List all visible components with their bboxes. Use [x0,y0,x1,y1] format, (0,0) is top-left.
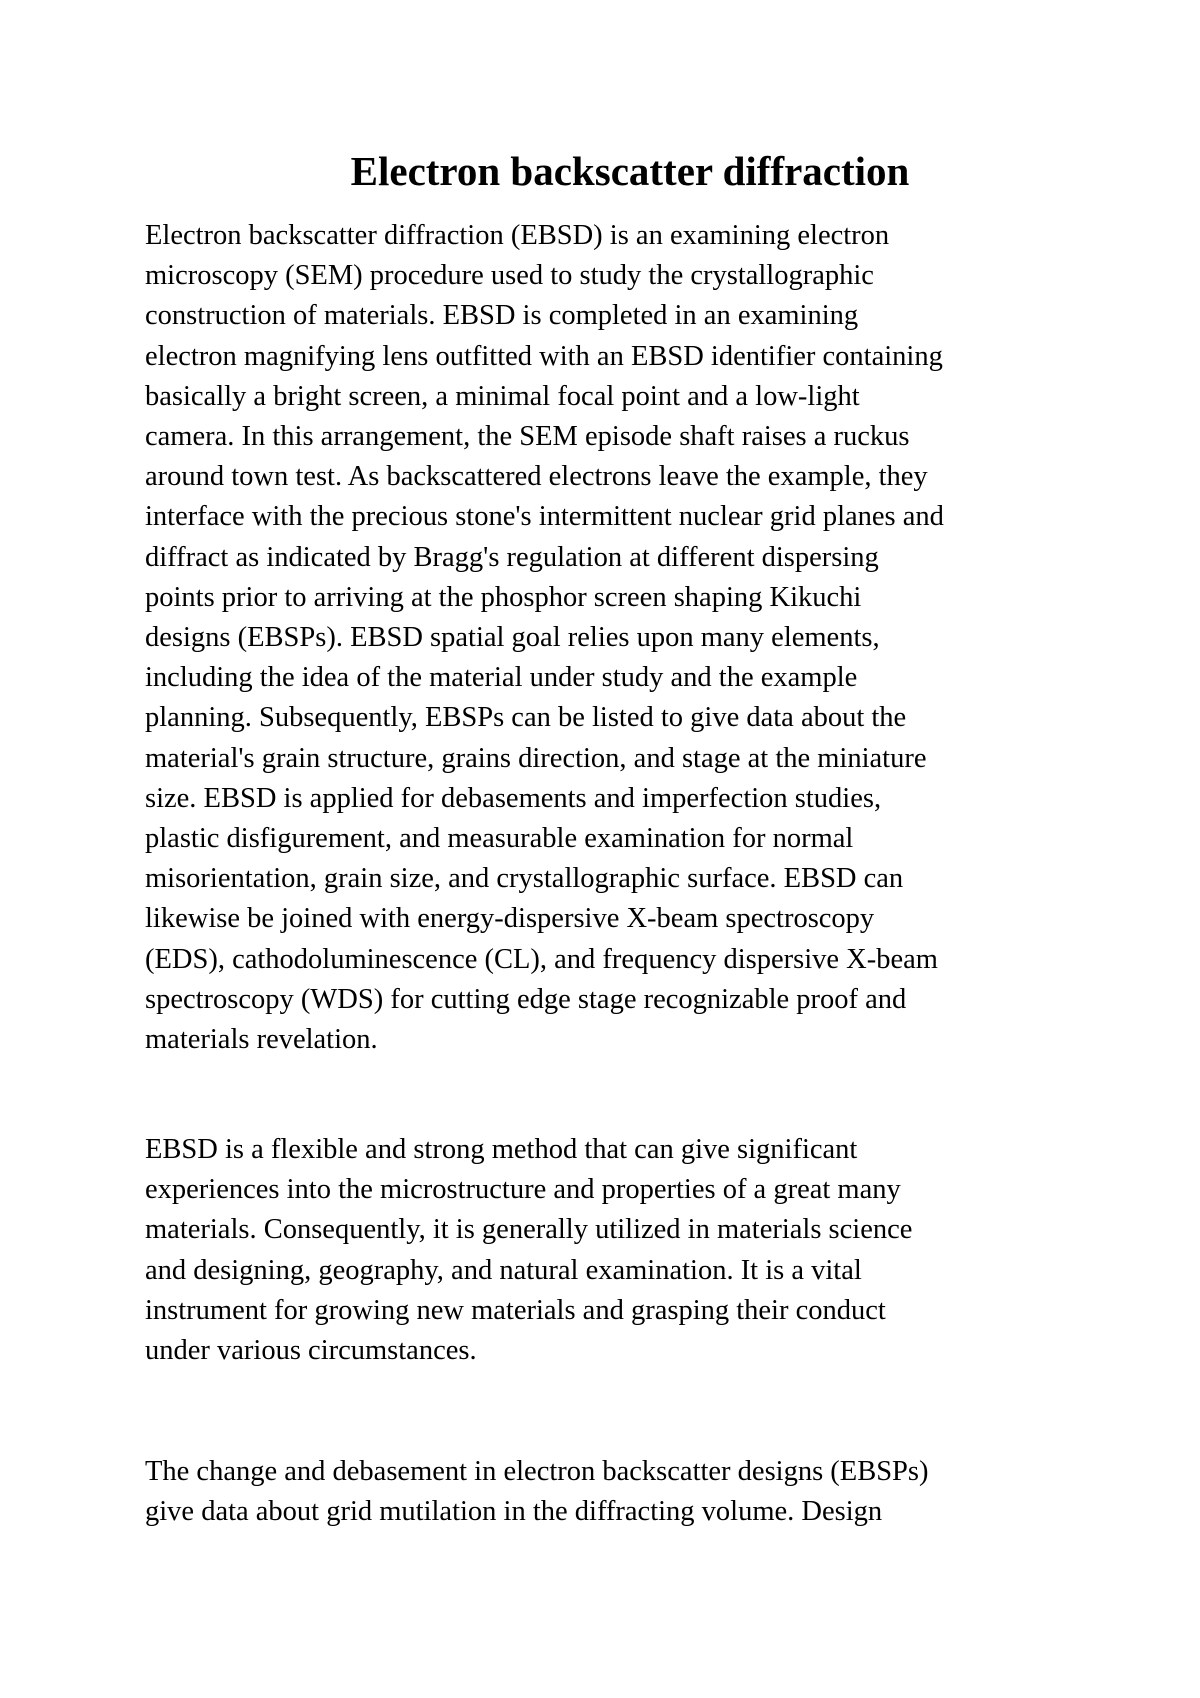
text-line: planning. Subsequently, EBSPs can be listed to give data about the [145,702,907,734]
text-line: and designing, geography, and natural examination. It is a vital [145,1254,862,1286]
paragraph-3 [145,1452,1065,1532]
text-line: spectroscopy (WDS) for cutting edge stage recognizable proof and [145,983,907,1015]
page-title: Electron backscatter diffraction [350,148,910,194]
text-line: diffract as indicated by Bragg's regulation at different dispersing [145,541,879,573]
text-line: Electron backscatter diffraction (EBSD) is an examining electron [145,220,890,251]
text-line: likewise be joined with energy-dispersive X-beam spectroscopy [145,903,875,935]
text-line: including the idea of the material under study and the example [145,662,858,694]
text-line: instrument for growing new materials and grasping their conduct [145,1294,886,1326]
paragraph-1 [145,216,1065,1060]
text-line: electron magnifying lens outfitted with an EBSD identifier containing [145,340,943,372]
text-line: size. EBSD is applied for debasements and imperfection studies, [145,782,882,814]
text-line: construction of materials. EBSD is completed in an examining [145,300,859,332]
text-line: points prior to arriving at the phosphor screen shaping Kikuchi [145,581,862,613]
text-line: designs (EBSPs). EBSD spatial goal relies upon many elements, [145,622,880,654]
text-line: microscopy (SEM) procedure used to study the crystallographic [145,260,874,292]
text-line: misorientation, grain size, and crystallographic surface. EBSD can [145,863,904,895]
text-line: materials revelation. [145,1024,378,1056]
text-line: EBSD is a flexible and strong method that can give significant [145,1134,858,1165]
text-line: plastic disfigurement, and measurable examination for normal [145,823,854,855]
text-line: basically a bright screen, a minimal focal point and a low-light [145,380,860,412]
text-line: under various circumstances. [145,1335,477,1367]
text-line: The change and debasement in electron backscatter designs (EBSPs) [145,1456,929,1487]
text-line: camera. In this arrangement, the SEM episode shaft raises a ruckus [145,421,910,453]
text-line: experiences into the microstructure and properties of a great many [145,1174,901,1206]
text-line: interface with the precious stone's intermittent nuclear grid planes and [145,501,944,533]
text-line: around town test. As backscattered electrons leave the example, they [145,461,928,493]
text-line: give data about grid mutilation in the diffracting volume. Design [145,1496,883,1528]
text-line: materials. Consequently, it is generally utilized in materials science [145,1214,913,1246]
text-line: material's grain structure, grains direction, and stage at the miniature [145,742,927,774]
paragraph-2 [145,1130,1065,1371]
text-line: (EDS), cathodoluminescence (CL), and frequency dispersive X-beam [145,943,938,975]
